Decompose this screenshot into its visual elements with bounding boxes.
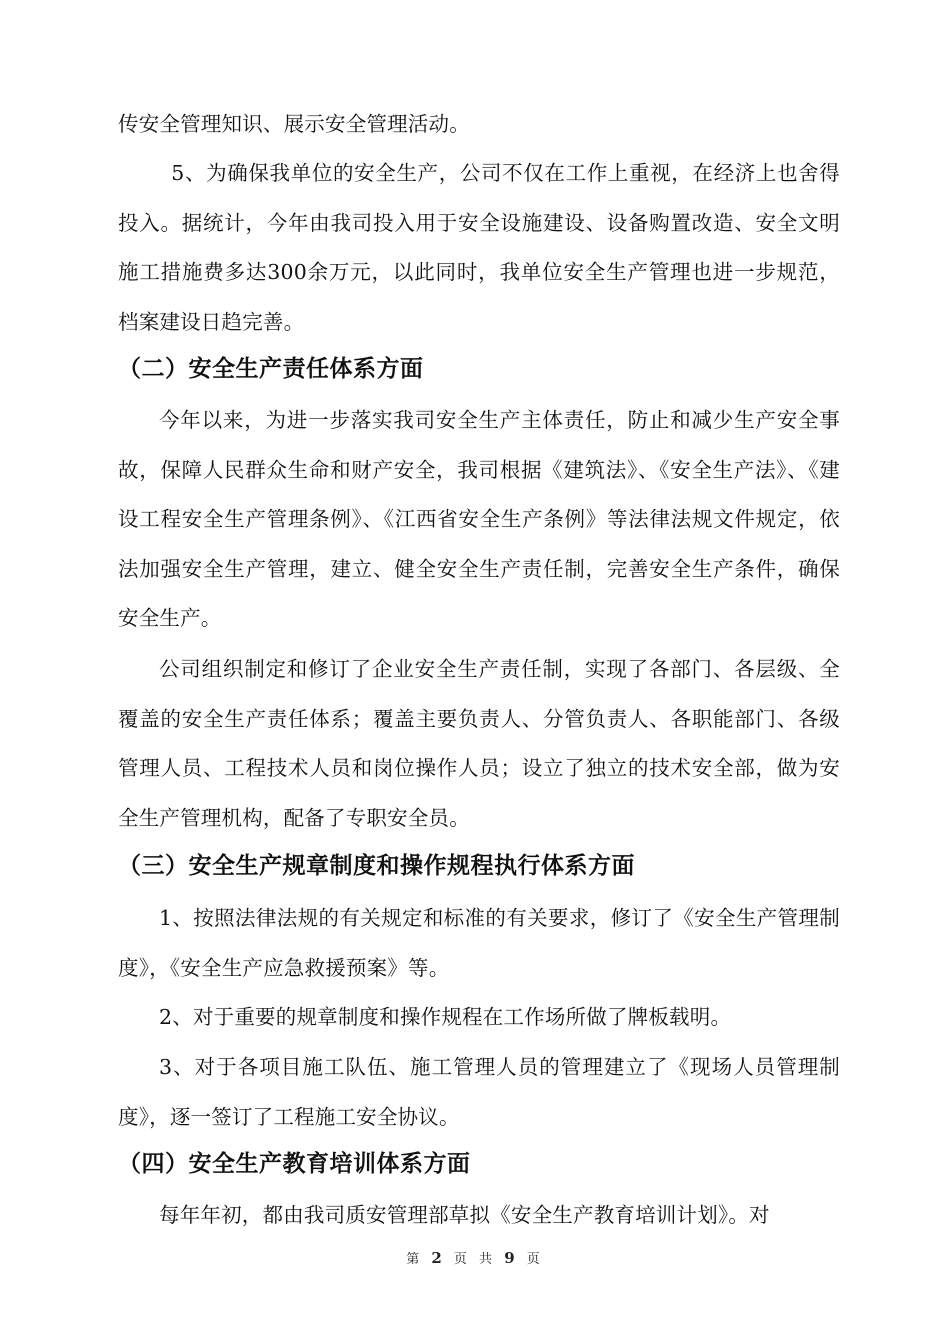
- footer-middle: 页 共: [453, 1252, 497, 1267]
- paragraph-rule-2: 2、对于重要的规章制度和操作规程在工作场所做了牌板载明。: [159, 1005, 732, 1029]
- current-page-number: 2: [431, 1249, 446, 1267]
- paragraph-rule-1: 1、按照法律法规的有关规定和标准的有关要求，修订了《安全生产管理制度》，《安全生产应急救援预案》等。: [118, 906, 840, 980]
- section-heading-2: （二）安全生产责任体系方面: [118, 355, 424, 382]
- total-page-count: 9: [504, 1249, 519, 1267]
- section-heading-3: （三）安全生产规章制度和操作规程执行体系方面: [118, 852, 635, 879]
- paragraph-responsibility-2: 公司组织制定和修订了企业安全生产责任制，实现了各部门、各层级、全覆盖的安全生产责任体系；覆盖主要负责人、分管负责人、各职能部门、各级管理人员、工程技术人员和岗位操作人员；设立了独立的技术安全部，做为安全生产管理机构，配备了专职安全员。: [118, 657, 840, 830]
- footer-prefix: 第: [406, 1252, 424, 1267]
- paragraph-rule-3: 3、对于各项目施工队伍、施工管理人员的管理建立了《现场人员管理制度》，逐一签订了工程施工安全协议。: [118, 1055, 840, 1129]
- paragraph-responsibility-1: 今年以来，为进一步落实我司安全生产主体责任，防止和减少生产安全事故，保障人民群众生命和财产安全，我司根据《建筑法》、《安全生产法》、《建设工程安全生产管理条例》、《江西省安全生产条例》等法律法规文件规定，依法加强安全生产管理，建立、健全安全生产责任制，完善安全生产条件，确保安全生产。: [118, 408, 840, 630]
- paragraph-item-5: 5、为确保我单位的安全生产，公司不仅在工作上重视，在经济上也舍得投入。据统计，今年由我司投入用于安全设施建设、设备购置改造、安全文明施工措施费多达300余万元，以此同时，我单位安全生产管理也进一步规范，档案建设日趋完善。: [118, 161, 840, 334]
- page-footer: [0, 1248, 950, 1270]
- paragraph-continuation: 传安全管理知识、展示安全管理活动。: [118, 112, 470, 136]
- paragraph-education-1: 每年年初，都由我司质安管理部草拟《安全生产教育培训计划》。对: [159, 1203, 770, 1227]
- section-heading-4: （四）安全生产教育培训体系方面: [118, 1150, 471, 1177]
- footer-suffix: 页: [526, 1252, 544, 1267]
